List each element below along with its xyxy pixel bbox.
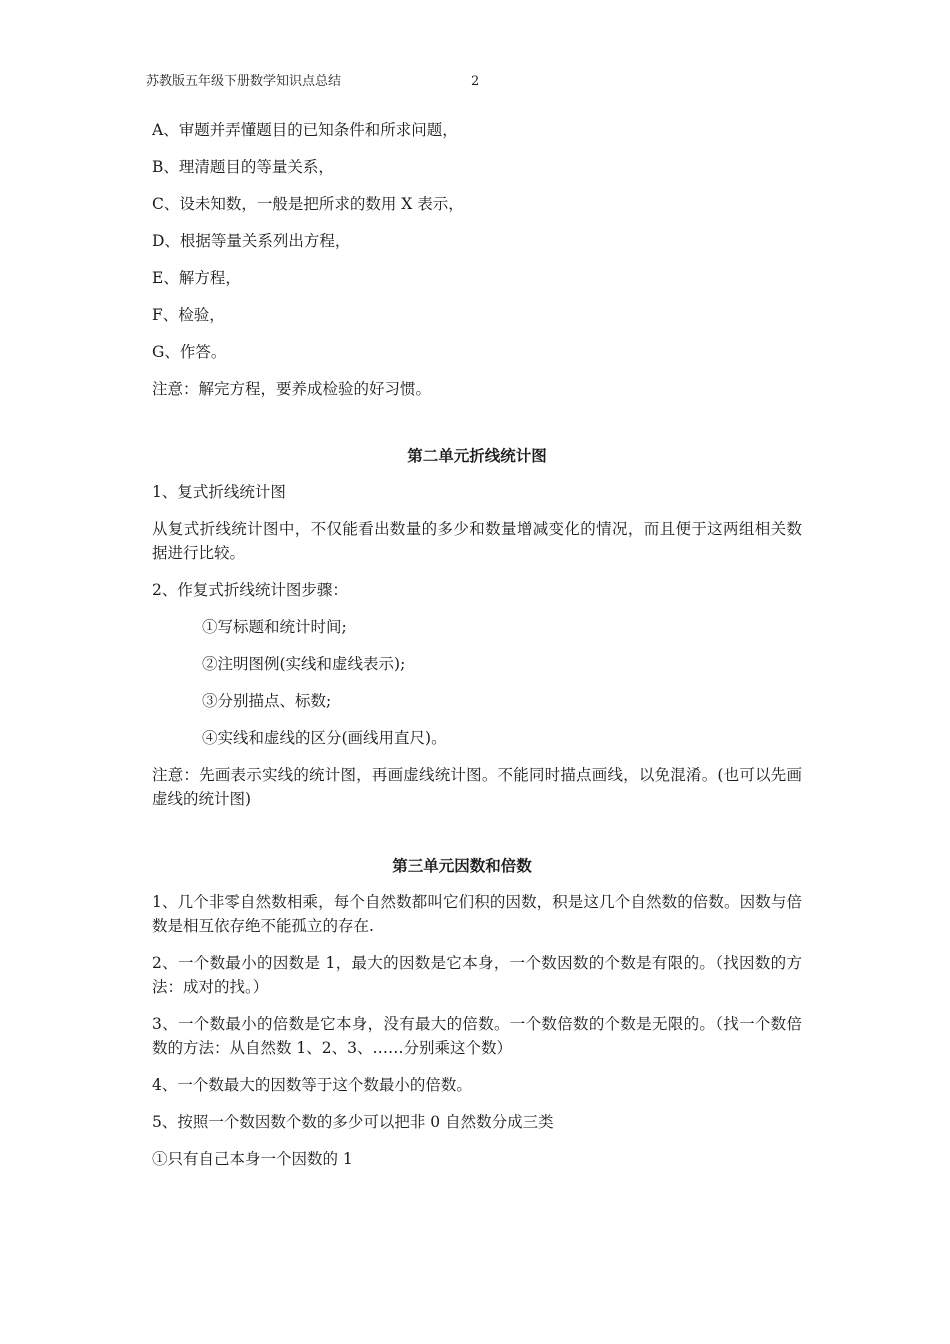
page-content <box>152 118 802 1184</box>
unit2-item1-title: 1、复式折线统计图 <box>152 483 286 501</box>
unit3-item-3: 3、一个数最小的倍数是它本身，没有最大的倍数。一个数倍数的个数是无限的。（找一个数倍数的方法：从自然数 1、2、3、……分别乘这个数） <box>152 1015 802 1057</box>
step-c: C、设未知数，一般是把所求的数用 X 表示， <box>152 195 464 213</box>
step-d: D、根据等量关系列出方程， <box>152 232 351 250</box>
unit2-substep-2: ②注明图例(实线和虚线表示); <box>202 655 406 673</box>
note-equation-check: 注意：解完方程，要养成检验的好习惯。 <box>152 380 432 398</box>
step-g: G、作答。 <box>152 343 227 361</box>
unit2-heading: 第二单元折线统计图 <box>407 446 547 465</box>
unit3-item-6: ①只有自己本身一个因数的 1 <box>152 1150 353 1168</box>
page-number: 2 <box>471 74 480 89</box>
unit2-substep-3: ③分别描点、标数; <box>202 692 332 710</box>
unit3-item-4: 4、一个数最大的因数等于这个数最小的倍数。 <box>152 1076 472 1094</box>
page-header <box>146 74 480 90</box>
header-title: 苏教版五年级下册数学知识点总结 <box>146 74 342 89</box>
step-e: E、解方程， <box>152 269 241 287</box>
unit2-item2-title: 2、作复式折线统计图步骤： <box>152 581 348 599</box>
unit3-item-1: 1、几个非零自然数相乘，每个自然数都叫它们积的因数，积是这几个自然数的倍数。因数与倍数是相互依存绝不能孤立的存在. <box>152 893 802 935</box>
unit3-heading: 第三单元因数和倍数 <box>392 856 532 875</box>
unit2-substep-4: ④实线和虚线的区分(画线用直尺)。 <box>202 729 447 747</box>
step-a: A、审题并弄懂题目的已知条件和所求问题， <box>152 121 458 139</box>
unit2-substep-1: ①写标题和统计时间; <box>202 618 347 636</box>
step-f: F、检验， <box>152 306 225 324</box>
unit2-note: 注意：先画表示实线的统计图，再画虚线统计图。不能同时描点画线，以免混淆。(也可以先画虚线的统计图) <box>152 766 802 808</box>
unit3-item-5: 5、按照一个数因数个数的多少可以把非 0 自然数分成三类 <box>152 1113 554 1131</box>
step-b: B、理清题目的等量关系， <box>152 158 334 176</box>
unit2-item1-text: 从复式折线统计图中，不仅能看出数量的多少和数量增减变化的情况，而且便于这两组相关数据进行比较。 <box>152 520 802 562</box>
unit3-item-2: 2、一个数最小的因数是 1，最大的因数是它本身，一个数因数的个数是有限的。（找因数的方法：成对的找。） <box>152 954 802 996</box>
